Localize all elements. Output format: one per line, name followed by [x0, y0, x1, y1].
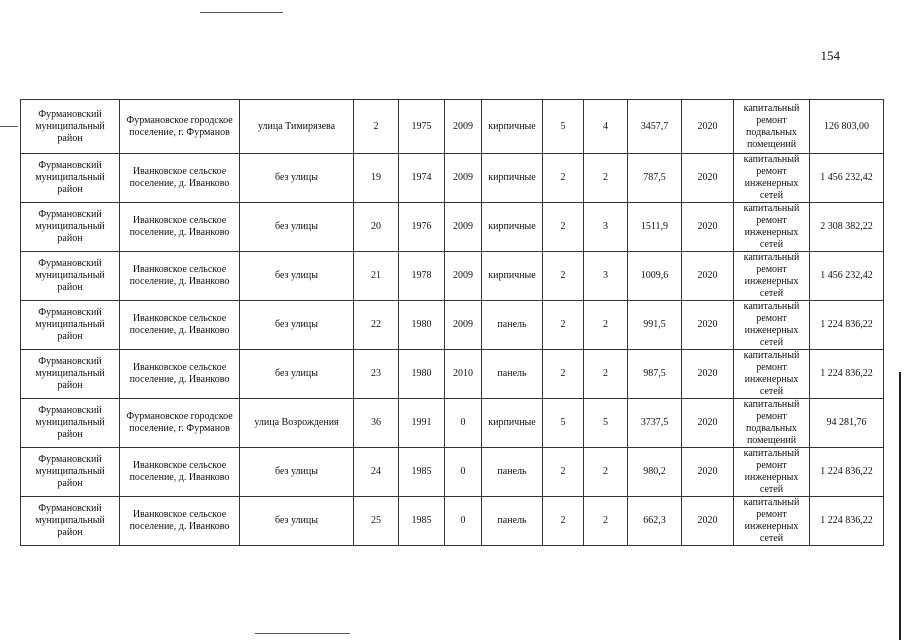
street-cell: без улицы [240, 154, 354, 203]
cost-cell: 94 281,76 [810, 399, 884, 448]
work-type-cell: капитальный ремонт инженерных сетей [734, 350, 810, 399]
district-cell: Фурмановский муниципальный район [21, 154, 120, 203]
house-number-cell: 21 [354, 252, 399, 301]
work-type-cell: капитальный ремонт инженерных сетей [734, 252, 810, 301]
district-cell: Фурмановский муниципальный район [21, 301, 120, 350]
table-row [21, 497, 884, 546]
area-cell: 987,5 [628, 350, 682, 399]
area-cell: 787,5 [628, 154, 682, 203]
area-cell: 1009,6 [628, 252, 682, 301]
entrances-cell: 4 [584, 100, 628, 154]
cost-cell: 1 224 836,22 [810, 301, 884, 350]
area-cell: 3457,7 [628, 100, 682, 154]
area-cell: 980,2 [628, 448, 682, 497]
settlement-cell: Иванковское сельское поселение, д. Иванково [120, 203, 240, 252]
year-built-cell: 1985 [399, 497, 445, 546]
district-cell: Фурмановский муниципальный район [21, 100, 120, 154]
district-cell: Фурмановский муниципальный район [21, 399, 120, 448]
table-row [21, 203, 884, 252]
year-repair-cell: 0 [445, 399, 482, 448]
area-cell: 662,3 [628, 497, 682, 546]
plan-year-cell: 2020 [682, 350, 734, 399]
plan-year-cell: 2020 [682, 154, 734, 203]
entrances-cell: 2 [584, 154, 628, 203]
year-built-cell: 1975 [399, 100, 445, 154]
settlement-cell: Фурмановское городское поселение, г. Фурманов [120, 399, 240, 448]
entrances-cell: 2 [584, 301, 628, 350]
house-number-cell: 20 [354, 203, 399, 252]
plan-year-cell: 2020 [682, 301, 734, 350]
year-built-cell: 1985 [399, 448, 445, 497]
cost-cell: 1 224 836,22 [810, 497, 884, 546]
house-number-cell: 19 [354, 154, 399, 203]
settlement-cell: Иванковское сельское поселение, д. Иванково [120, 154, 240, 203]
street-cell: улица Возрождения [240, 399, 354, 448]
district-cell: Фурмановский муниципальный район [21, 350, 120, 399]
house-number-cell: 2 [354, 100, 399, 154]
entrances-cell: 2 [584, 350, 628, 399]
floors-cell: 2 [543, 203, 584, 252]
house-number-cell: 24 [354, 448, 399, 497]
settlement-cell: Иванковское сельское поселение, д. Иванково [120, 497, 240, 546]
work-type-cell: капитальный ремонт инженерных сетей [734, 203, 810, 252]
wall-material-cell: кирпичные [482, 203, 543, 252]
table-row [21, 100, 884, 154]
work-type-cell: капитальный ремонт инженерных сетей [734, 154, 810, 203]
year-repair-cell: 2009 [445, 203, 482, 252]
year-built-cell: 1978 [399, 252, 445, 301]
year-built-cell: 1991 [399, 399, 445, 448]
cost-cell: 126 803,00 [810, 100, 884, 154]
scan-artifact-left [0, 126, 18, 127]
cost-cell: 1 224 836,22 [810, 350, 884, 399]
table-row [21, 252, 884, 301]
house-number-cell: 22 [354, 301, 399, 350]
settlement-cell: Фурмановское городское поселение, г. Фурманов [120, 100, 240, 154]
year-built-cell: 1974 [399, 154, 445, 203]
entrances-cell: 3 [584, 203, 628, 252]
settlement-cell: Иванковское сельское поселение, д. Иванково [120, 448, 240, 497]
entrances-cell: 2 [584, 497, 628, 546]
floors-cell: 5 [543, 100, 584, 154]
district-cell: Фурмановский муниципальный район [21, 497, 120, 546]
table-row [21, 350, 884, 399]
street-cell: без улицы [240, 301, 354, 350]
entrances-cell: 3 [584, 252, 628, 301]
wall-material-cell: панель [482, 301, 543, 350]
floors-cell: 5 [543, 399, 584, 448]
district-cell: Фурмановский муниципальный район [21, 252, 120, 301]
wall-material-cell: панель [482, 350, 543, 399]
wall-material-cell: панель [482, 448, 543, 497]
plan-year-cell: 2020 [682, 497, 734, 546]
cost-cell: 1 456 232,42 [810, 154, 884, 203]
district-cell: Фурмановский муниципальный район [21, 448, 120, 497]
street-cell: без улицы [240, 497, 354, 546]
table-row [21, 154, 884, 203]
year-repair-cell: 2010 [445, 350, 482, 399]
settlement-cell: Иванковское сельское поселение, д. Иванково [120, 350, 240, 399]
plan-year-cell: 2020 [682, 448, 734, 497]
work-type-cell: капитальный ремонт инженерных сетей [734, 448, 810, 497]
year-repair-cell: 2009 [445, 301, 482, 350]
wall-material-cell: кирпичные [482, 100, 543, 154]
year-repair-cell: 0 [445, 448, 482, 497]
plan-year-cell: 2020 [682, 100, 734, 154]
entrances-cell: 2 [584, 448, 628, 497]
table-row [21, 448, 884, 497]
table-row [21, 399, 884, 448]
house-number-cell: 36 [354, 399, 399, 448]
area-cell: 1511,9 [628, 203, 682, 252]
housing-repair-table [20, 99, 884, 546]
wall-material-cell: кирпичные [482, 399, 543, 448]
table-body [21, 100, 884, 546]
settlement-cell: Иванковское сельское поселение, д. Иванково [120, 252, 240, 301]
entrances-cell: 5 [584, 399, 628, 448]
street-cell: без улицы [240, 448, 354, 497]
year-built-cell: 1980 [399, 350, 445, 399]
table-row [21, 301, 884, 350]
page-number: 154 [820, 48, 840, 63]
plan-year-cell: 2020 [682, 399, 734, 448]
house-number-cell: 23 [354, 350, 399, 399]
year-repair-cell: 2009 [445, 252, 482, 301]
floors-cell: 2 [543, 154, 584, 203]
street-cell: без улицы [240, 252, 354, 301]
street-cell: улица Тимирязева [240, 100, 354, 154]
street-cell: без улицы [240, 350, 354, 399]
year-repair-cell: 0 [445, 497, 482, 546]
settlement-cell: Иванковское сельское поселение, д. Иванково [120, 301, 240, 350]
floors-cell: 2 [543, 497, 584, 546]
scan-artifact-top [200, 12, 283, 13]
wall-material-cell: панель [482, 497, 543, 546]
cost-cell: 2 308 382,22 [810, 203, 884, 252]
wall-material-cell: кирпичные [482, 154, 543, 203]
wall-material-cell: кирпичные [482, 252, 543, 301]
area-cell: 991,5 [628, 301, 682, 350]
cost-cell: 1 224 836,22 [810, 448, 884, 497]
plan-year-cell: 2020 [682, 203, 734, 252]
year-repair-cell: 2009 [445, 154, 482, 203]
floors-cell: 2 [543, 350, 584, 399]
street-cell: без улицы [240, 203, 354, 252]
house-number-cell: 25 [354, 497, 399, 546]
floors-cell: 2 [543, 301, 584, 350]
area-cell: 3737,5 [628, 399, 682, 448]
year-built-cell: 1976 [399, 203, 445, 252]
scan-artifact-right-edge [899, 372, 901, 640]
year-built-cell: 1980 [399, 301, 445, 350]
cost-cell: 1 456 232,42 [810, 252, 884, 301]
work-type-cell: капитальный ремонт подвальных помещений [734, 399, 810, 448]
work-type-cell: капитальный ремонт подвальных помещений [734, 100, 810, 154]
year-repair-cell: 2009 [445, 100, 482, 154]
plan-year-cell: 2020 [682, 252, 734, 301]
work-type-cell: капитальный ремонт инженерных сетей [734, 497, 810, 546]
floors-cell: 2 [543, 448, 584, 497]
floors-cell: 2 [543, 252, 584, 301]
scan-artifact-bottom [255, 633, 350, 634]
work-type-cell: капитальный ремонт инженерных сетей [734, 301, 810, 350]
district-cell: Фурмановский муниципальный район [21, 203, 120, 252]
